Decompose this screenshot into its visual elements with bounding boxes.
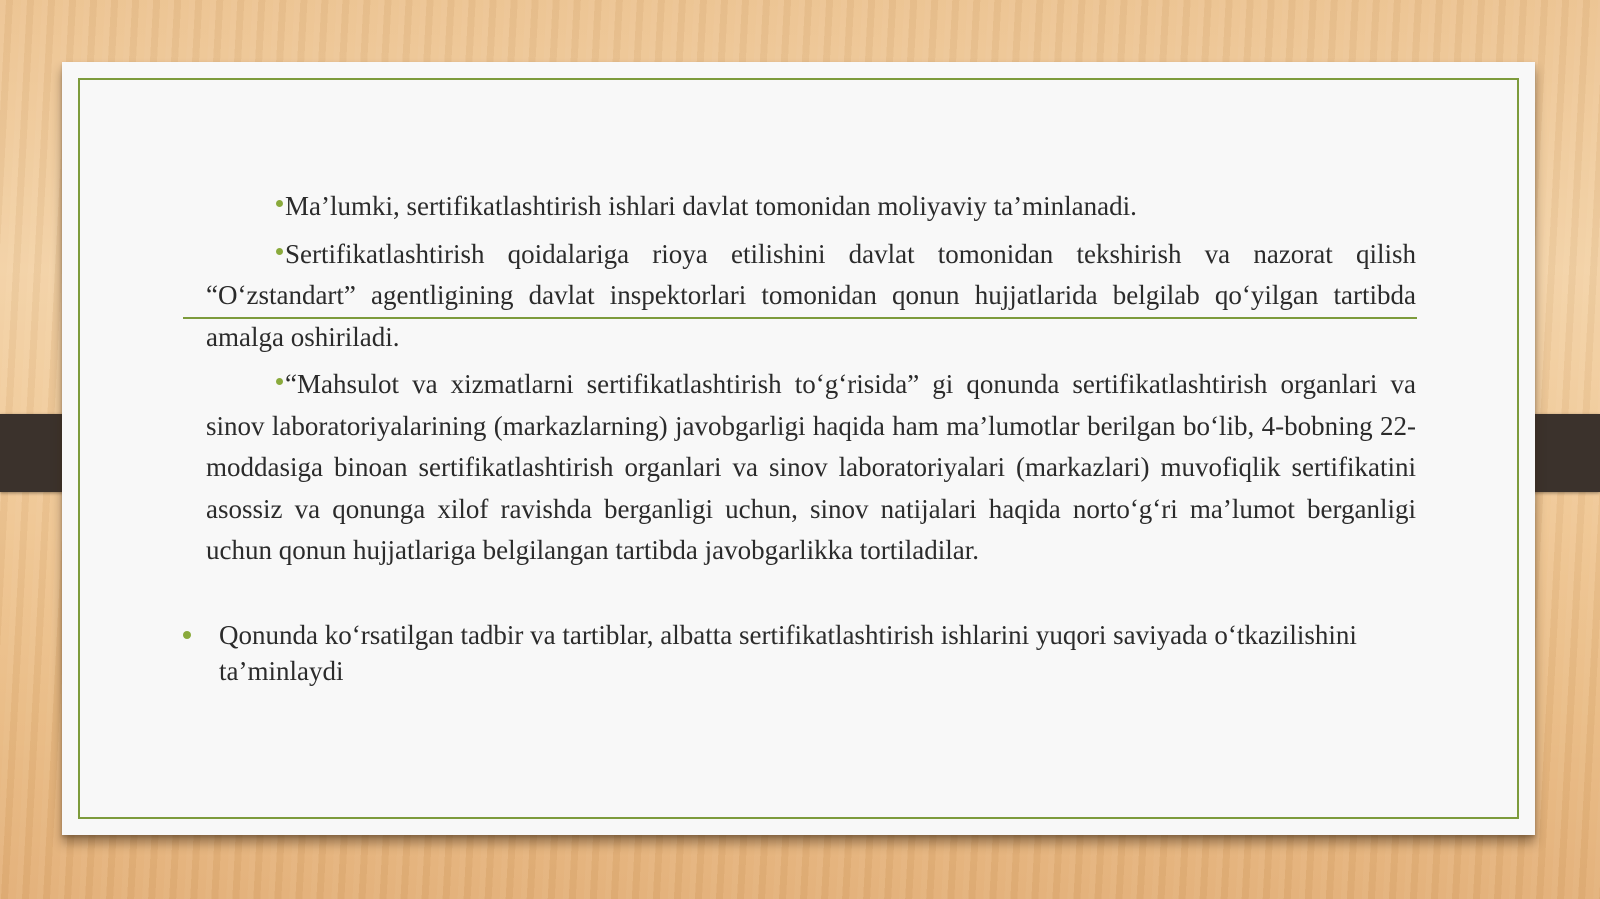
- paragraph-1-text: Ma’lumki, sertifikatlashtirish ishlari davlat tomonidan moliyaviy ta’minlanadi.: [285, 191, 1137, 221]
- bullet-list-item: [183, 617, 1383, 689]
- slide-body: [206, 186, 1416, 578]
- paragraph-1: [206, 186, 1416, 228]
- bullet-dot-icon: [276, 378, 283, 385]
- bullet-dot-icon: [276, 248, 283, 255]
- paragraph-3: [206, 364, 1416, 572]
- bullet-dot-icon: [276, 200, 283, 207]
- bullet-dot-icon: [183, 631, 191, 639]
- underline-rule: [183, 317, 1417, 319]
- paragraph-2-text: Sertifikatlashtirish qoidalariga rioya etilishini davlat tomonidan tekshirish va nazorat qilish “O‘zstandart” agentligining davlat inspektorlari tomonidan qonun hujjatlarida belgilab qo‘yilgan tartibda amalga oshiriladi.: [206, 238, 1416, 352]
- paragraph-3-text: “Mahsulot va xizmatlarni sertifikatlashtirish to‘g‘risida” gi qonunda sertifikatlashtirish organlari va sinov laboratoriyalarining (markazlarning) javobgarligi haqida ham ma’lumotlar berilgan bo‘lib, 4-bobning 22-moddasiga binoan sertifikatlashtirish organlari va sinov laboratoriyalari (markazlari) muvofiqlik sertifikatini asossiz va qonunga xilof ravishda berganligi uchun, sinov natijalari haqida norto‘g‘ri ma’lumot berganligi uchun qonun hujjatlariga belgilangan tartibda javobgarlikka tortiladilar.: [206, 369, 1416, 565]
- bullet-item-text: Qonunda ko‘rsatilgan tadbir va tartiblar, albatta sertifikatlashtirish ishlarini yuqori saviyada o‘tkazilishini ta’minlaydi: [219, 620, 1357, 686]
- paragraph-2: [206, 234, 1416, 359]
